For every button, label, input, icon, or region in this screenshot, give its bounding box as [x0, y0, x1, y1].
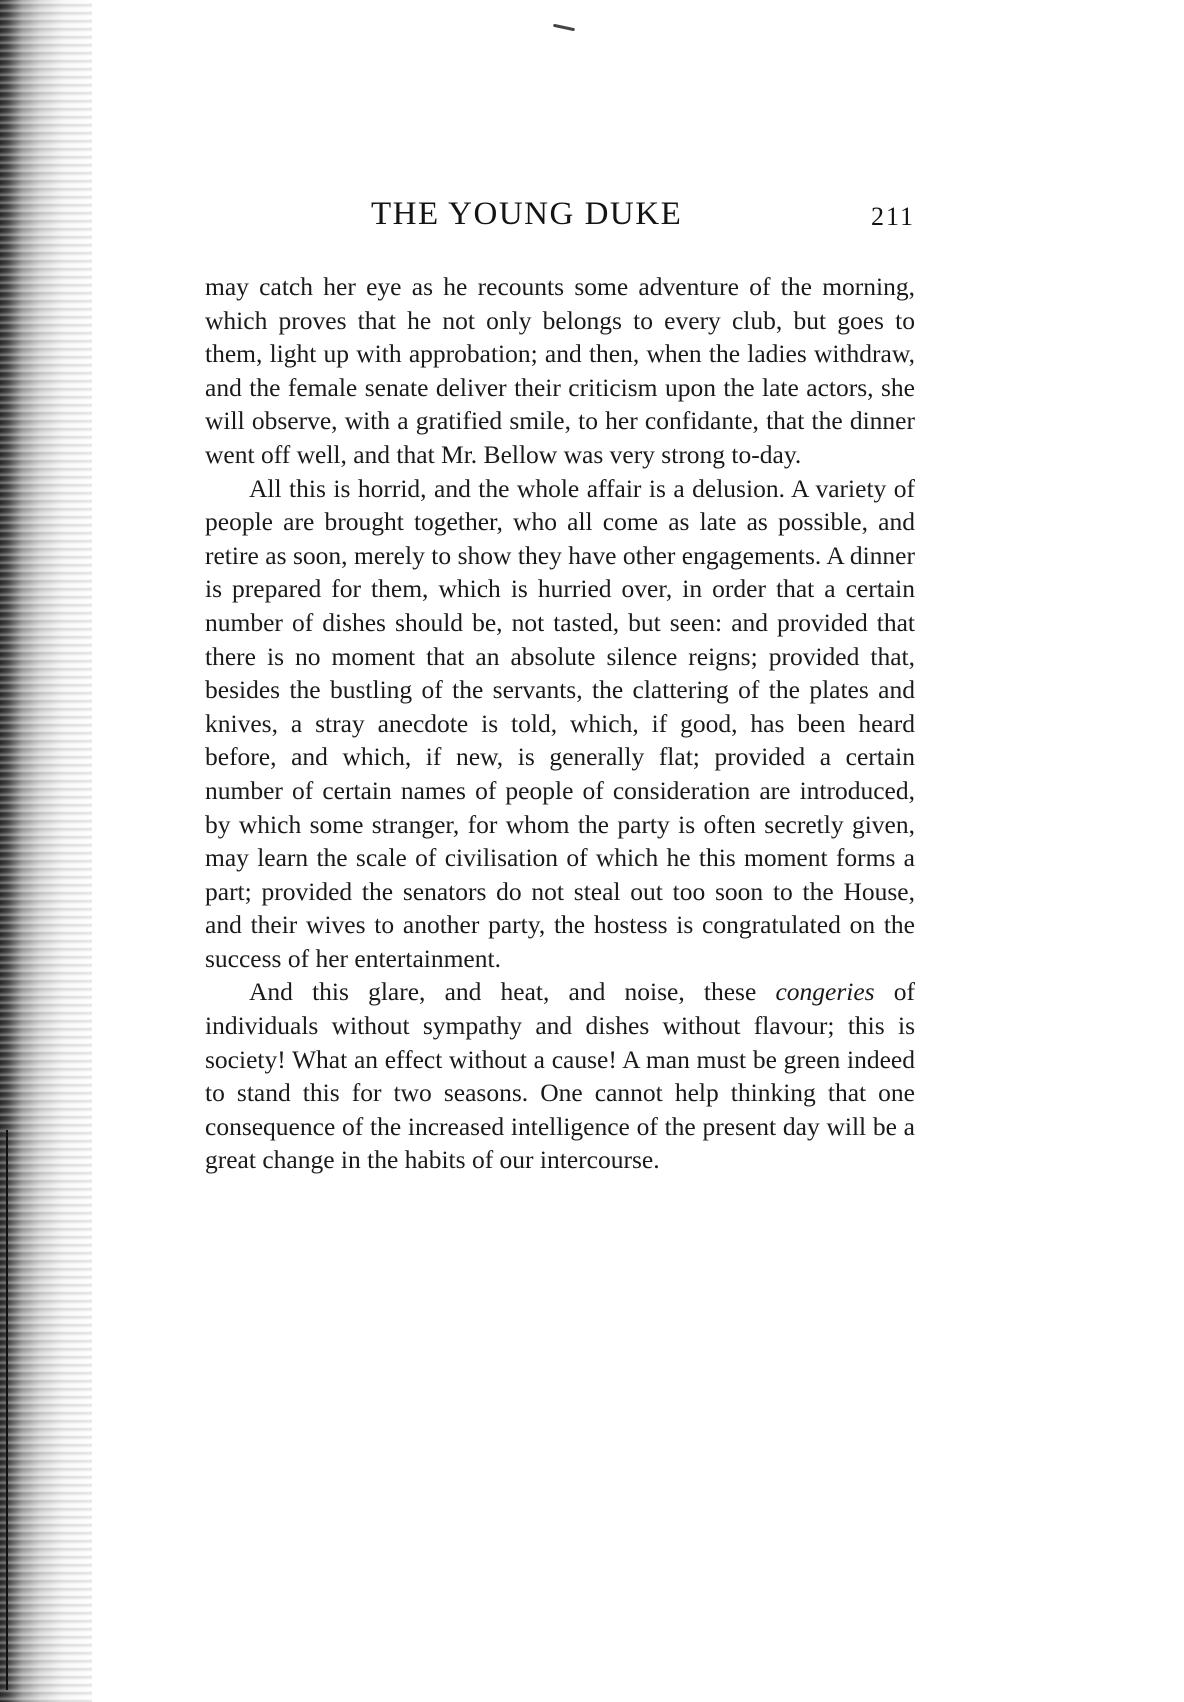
page-number: 211 — [870, 202, 915, 231]
running-head — [205, 196, 915, 240]
paragraph-2: All this is horrid, and the whole affair is a delusion. A variety of people are brought together, who all come as late as possible, and retire as soon, merely to show they have other engagements. A dinner is prepared for them, which is hurried over, in order that a certain number of dishes should be, not tasted, but seen: and provided that there is no moment that an absolute silence reigns; provided that, besides the bustling of the servants, the clattering of the plates and knives, a stray anecdote is told, which, if good, has been heard before, and which, if new, is generally flat; provided a certain number of certain names of people of consideration are introduced, by which some stranger, for whom the party is often secretly given, may learn the scale of civilisation of which he this moment forms a part; provided the senators do not steal out too soon to the House, and their wives to another party, the hostess is congratulated on the success of her entertainment. — [205, 473, 915, 973]
paragraph-3-italic-term: congeries — [775, 977, 875, 1007]
paragraph-1: may catch her eye as he recounts some adventure of the morning, which proves that he not only belongs to every club, but goes to them, light up with approbation; and then, when the ladies withdraw, and the female senate deliver their criticism upon the late actors, she will observe, with a gratified smile, to her confidante, that the dinner went off well, and that Mr. Bellow was very strong to-day. — [205, 272, 915, 469]
paragraph-3-start: And this glare, and heat, and noise, these — [249, 977, 776, 1007]
binding-gutter-shadow — [0, 0, 92, 1702]
binding-edge-line — [6, 1130, 8, 1690]
paragraph-3-end: of individuals without sympathy and dishes without flavour; this is society! What an effect without a cause! A man must be green indeed to stand this for two seasons. One cannot help thinking that one consequence of the increased intelligence of the present day will be a great change in the habits of our intercourse. — [205, 977, 915, 1175]
ink-mark — [553, 24, 575, 32]
paragraph-3 — [205, 975, 915, 1177]
body-text — [205, 270, 915, 1177]
running-head-title: THE YOUNG DUKE — [371, 196, 683, 232]
